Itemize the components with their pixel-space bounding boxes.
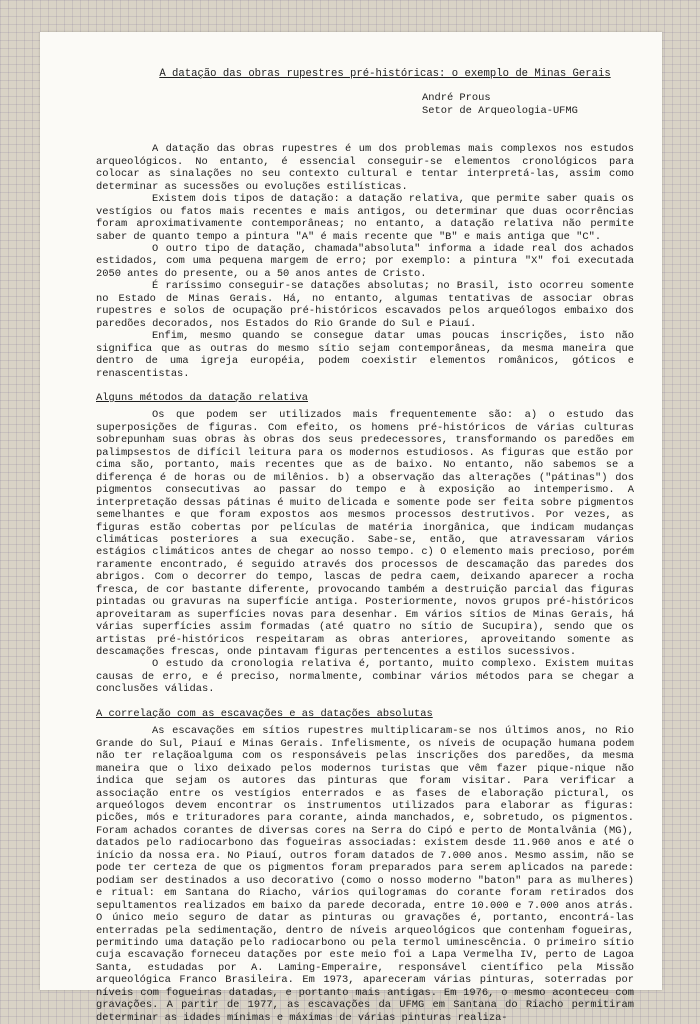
document-body bbox=[96, 143, 634, 1024]
document-title: A datação das obras rupestres pré-históricas: o exemplo de Minas Gerais bbox=[159, 68, 611, 80]
paragraph: O outro tipo de datação, chamada"absoluta" informa a idade real dos achados estidados, com uma pequena margem de erro; por exemplo: a pintura "X" foi executada 2050 antes do presente, ou a 50 anos antes de Cristo. bbox=[96, 242, 634, 280]
author-block bbox=[96, 92, 634, 117]
author-affiliation: Setor de Arqueologia-UFMG bbox=[422, 104, 578, 117]
paragraph: Enfim, mesmo quando se consegue datar umas poucas inscrições, isto não significa que as outras do mesmo sítio sejam contemporâneas, da mesma maneira que dentro de uma igreja européia, podem coexistir elementos românicos, góticos e renascentistas. bbox=[96, 330, 634, 380]
paragraph: A datação das obras rupestres é um dos problemas mais complexos nos estudos arqueológicos. No entanto, é essencial conseguir-se elementos cronológicos para colocar as sinalações no seu contexto cultural e tentar interpretá-las, assim como determinar as sucessões ou evoluções estilísticas. bbox=[96, 143, 634, 193]
paragraph: Os que podem ser utilizados mais frequentemente são: a) o estudo das superposições de figuras. Com efeito, os homens pré-históricos de várias culturas sobrepunham suas obras às obras dos seus predecessores, transformando os paredões em palimpsestos de difícil leitura para os modernos estudiosos. As figuras que estão por cima são, portanto, mais recentes que as de baixo. No entanto, não sabemos se a diferença é de horas ou de milênios. b) a observação das alterações ("pátinas") dos pigmentos consecutivas ao passar do tempo e à exposição ao intemperismo. A interpretação dessas pátinas é muito delicada e somente pode ser feita sobre pigmentos semelhantes e que foram expostos aos mesmos processos destrutivos. Por vezes, as figuras estão cobertas por películas de matéria inorgânica, que indicam mudanças climáticas posteriores a sua execução. Sabe-se, então, que atravessaram vários estágios climáticos antes de chegar ao nosso tempo. c) O elemento mais precioso, porém raramente encontrado, é seguido através dos processos de descamação das paredes dos abrigos. Com o decorrer do tempo, lascas de pedra caem, deixando aparecer a rocha fresca, de cor bastante diferente, provocando também a destruição parcial das figuras pintadas ou gravuras na superfície antiga. Posteriormente, novos grupos pré-históricos aproveitaram as superfícies novas para desenhar. Em vários sítios de Minas Gerais, há várias superfícies assim formadas (até quatro no sítio de Sucupira), sendo que os artistas pré-históricos respeitaram as obras anteriores, aproveitando somente as descamações frescas, onde pintavam figuras pertencentes a estilos sucessivos. bbox=[96, 409, 634, 659]
paragraph: O estudo da cronologia relativa é, portanto, muito complexo. Existem muitas causas de erro, e é preciso, normalmente, combinar vários métodos para se chegar a conclusões válidas. bbox=[96, 658, 634, 696]
section-heading-relative-dating: Alguns métodos da datação relativa bbox=[96, 391, 309, 404]
document-page bbox=[40, 32, 662, 1024]
paragraph: As escavações em sítios rupestres multiplicaram-se nos últimos anos, no Rio Grande do Sul, Piauí e Minas Gerais. Infelismente, os níveis de ocupação humana podem não ter relaçãoalguma com os responsáveis pelas inscrições dos paredões, da mesma maneira que o lixo deixado pelos modernos turistas que vêm fazer pique-nique não indica que sejam os autores das pinturas que foram visitar. Para verificar a associação entre os vestígios enterrados e as fases de elaboração pictural, os arqueólogos devem encontrar os instrumentos utilizados para elaborar as figuras: picões, mós e trituradores para corante, ainda manchados, e, sobretudo, os pigmentos. Foram achados corantes de diversas cores na Serra do Cipó e perto de Montalvânia (MG), datados pelo radiocarbono das fogueiras associadas: existem desde 11.960 anos e até o início da nossa era. No Piauí, outros foram datados de 7.000 anos. Mesmo assim, não se pode ter certeza de que os pigmentos foram preparados para serem aplicados na parede: podiam ser destinados a uso decorativo (como o nosso moderno "baton" para as mulheres) e ritual: em Santana do Riacho, vários quilogramas do corante foram retirados dos sepultamentos realizados em baixo da parede decorada, entre 10.000 e 7.000 anos atrás. O único meio seguro de datar as pinturas ou gravações é, portanto, encontrá-las enterradas pela sedimentação, dentro de níveis arqueológicos que contenham fogueiras, permitindo uma datação pelo radiocarbono ou pela termol uminescência. O primeiro sítio cuja escavação forneceu datações por este meio foi a Lapa Vermelha IV, perto de Lagoa Santa, estudadas por A. Laming-Emperaire, responsável científico pela Missão arqueológica Franco Brasileira. Em 1973, apareceram várias pinturas, soterradas por níveis com fogueiras datadas, e portanto mais antigas. Em 1976, o mesmo aconteceu com gravações. A partir de 1977, as escavações da UFMG em Santana do Riacho permitiram determinar as idades mínimas e máximas de várias pinturas realiza- bbox=[96, 725, 634, 1024]
author-name: André Prous bbox=[422, 92, 491, 105]
paragraph: Existem dois tipos de datação: a datação relativa, que permite saber quais os vestígios ou fatos mais recentes e mais antigos, ou determinar que duas ocorrências foram aproximativamente contemporâneas; no entanto, a datação relativa não permite saber de quanto tempo a pintura "A" é mais recente que "B" e mais antiga que "C". bbox=[96, 193, 634, 243]
paragraph: É raríssimo conseguir-se datações absolutas; no Brasil, isto ocorreu somente no Estado de Minas Gerais. Há, no entanto, algumas tentativas de associar obras rupestres e solos de ocupação pré-históricos escavados pelos arqueólogos embaixo dos paredões decorados, nos Estados do Rio Grande do Sul e Piauí. bbox=[96, 280, 634, 330]
section-heading-excavations: A correlação com as escavações e as datações absolutas bbox=[96, 707, 433, 720]
